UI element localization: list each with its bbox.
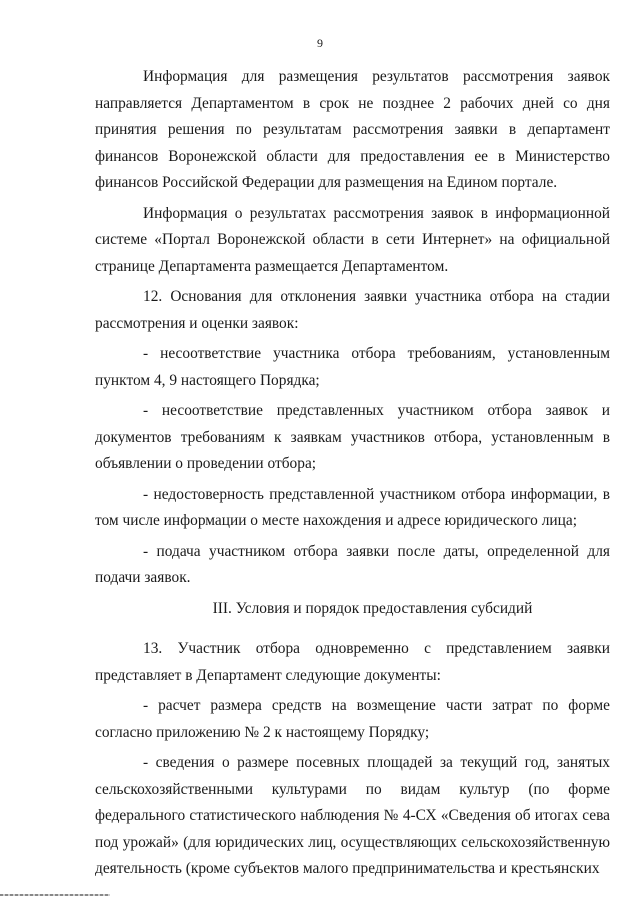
paragraph-results-placement: Информация для размещения результатов рассмотрения заявок направляется Департаментом в срок не позднее 2 рабочих дней со дня принятия решения по результатам рассмотрения заявки в департамент финансов Воронежской области для предоставления ее в Министерство финансов Российской Федерации для размещения на Едином портале. [95,68,610,191]
list-item-late-submission: - подача участником отбора заявки после даты, определенной для подачи заявок. [95,542,610,586]
scan-edge-artifact [0,894,110,896]
list-item-sown-area-info: - сведения о размере посевных площадей за текущий год, занятых сельскохозяйственными культурами по видам культур (по форме федерального статистического наблюдения № 4-СХ «Сведения об итогах сева под урожай» (для юридических лиц, осуществляющих сельскохозяйственную деятельность (кроме субъектов малого предпринимательства и крестьянских [95,754,610,877]
section-heading: III. Условия и порядок предоставления субсидий [212,599,533,617]
paragraph-results-info-system: Информация о результатах рассмотрения заявок в информационной системе «Портал Воронежской области в сети Интернет» на официальной странице Департамента размещается Департаментом. [95,204,610,275]
list-item-noncompliance-documents: - несоответствие представленных участником отбора заявок и документов требованиям к заявкам участников отбора, установленным в объявлении о проведении отбора; [95,402,610,472]
page-number: 9 [317,36,323,50]
document-body [95,64,610,883]
list-item-cost-calculation: - расчет размера средств на возмещение части затрат по форме согласно приложению № 2 к настоящему Порядку; [95,697,610,741]
paragraph-required-documents: 13. Участник отбора одновременно с представлением заявки представляет в Департамент следующие документы: [95,640,610,684]
list-item-noncompliance-participant: - несоответствие участника отбора требованиям, установленным пунктом 4, 9 настоящего Порядка; [95,345,610,389]
paragraph-rejection-grounds: 12. Основания для отклонения заявки участника отбора на стадии рассмотрения и оценки заявок: [95,288,610,332]
list-item-unreliable-info: - недостоверность представленной участником отбора информации, в том числе информации о месте нахождения и адресе юридического лица; [95,485,610,529]
